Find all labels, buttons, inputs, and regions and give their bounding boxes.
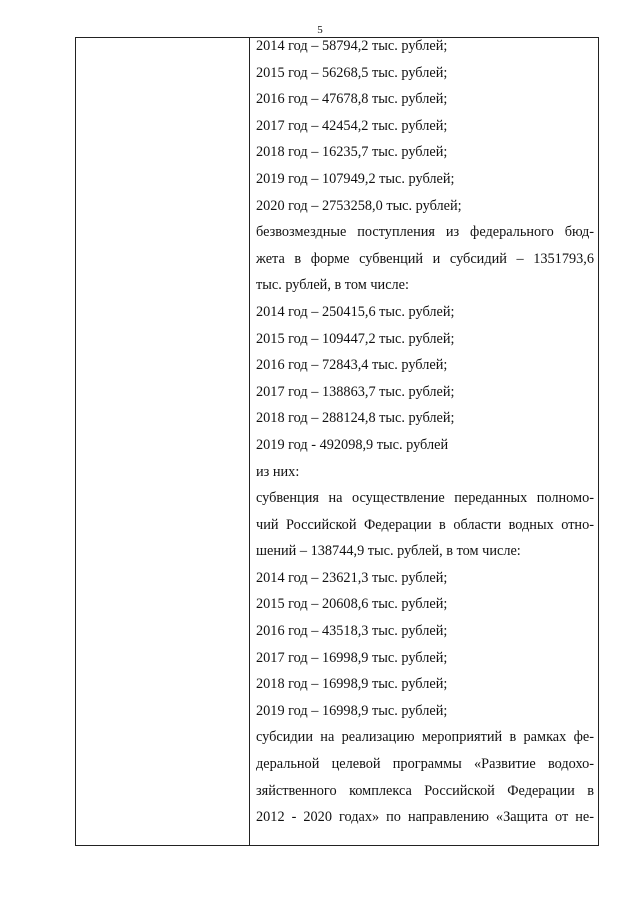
- column-divider: [249, 38, 250, 845]
- text-line: деральной целевой программы «Развитие водохо-: [256, 756, 594, 773]
- text-line: безвозмездные поступления из федерального бюд-: [256, 224, 594, 241]
- text-line: субсидии на реализацию мероприятий в рамках фе-: [256, 729, 594, 746]
- text-line: 2015 год – 20608,6 тыс. рублей;: [256, 596, 448, 613]
- text-line: 2019 год – 16998,9 тыс. рублей;: [256, 702, 448, 719]
- text-line: тыс. рублей, в том числе:: [256, 277, 409, 294]
- text-line: шений – 138744,9 тыс. рублей, в том числе:: [256, 543, 521, 560]
- text-line: 2017 год – 42454,2 тыс. рублей;: [256, 117, 448, 134]
- text-line: 2017 год – 138863,7 тыс. рублей;: [256, 383, 455, 400]
- text-line: 2016 год – 72843,4 тыс. рублей;: [256, 357, 448, 374]
- document-table: [75, 37, 599, 846]
- text-line: 2020 год – 2753258,0 тыс. рублей;: [256, 197, 462, 214]
- text-line: зяйственного комплекса Российской Федерации в: [256, 782, 594, 799]
- text-line: чий Российской Федерации в области водных отно-: [256, 516, 594, 533]
- text-line: 2014 год – 250415,6 тыс. рублей;: [256, 303, 455, 320]
- text-line: 2016 год – 47678,8 тыс. рублей;: [256, 91, 448, 108]
- text-line: 2018 год – 16235,7 тыс. рублей;: [256, 144, 448, 161]
- text-line: 2018 год – 16998,9 тыс. рублей;: [256, 676, 448, 693]
- text-line: 2014 год – 23621,3 тыс. рублей;: [256, 569, 448, 586]
- text-line: 2019 год - 492098,9 тыс. рублей: [256, 436, 449, 453]
- text-line: 2019 год – 107949,2 тыс. рублей;: [256, 170, 455, 187]
- text-line: 2016 год – 43518,3 тыс. рублей;: [256, 623, 448, 640]
- table-right-cell: [256, 38, 594, 831]
- text-line: 2012 - 2020 годах» по направлению «Защита от не-: [256, 809, 594, 826]
- page-number: 5: [317, 24, 323, 36]
- text-line: 2015 год – 109447,2 тыс. рублей;: [256, 330, 455, 347]
- text-line: субвенция на осуществление переданных полномо-: [256, 490, 594, 507]
- text-line: 2015 год – 56268,5 тыс. рублей;: [256, 64, 448, 81]
- text-line: 2014 год – 58794,2 тыс. рублей;: [256, 38, 448, 54]
- text-line: жета в форме субвенций и субсидий – 1351793,6: [256, 250, 594, 267]
- text-line: 2017 год – 16998,9 тыс. рублей;: [256, 649, 448, 666]
- text-line: 2018 год – 288124,8 тыс. рублей;: [256, 410, 455, 427]
- text-line: из них:: [256, 463, 300, 480]
